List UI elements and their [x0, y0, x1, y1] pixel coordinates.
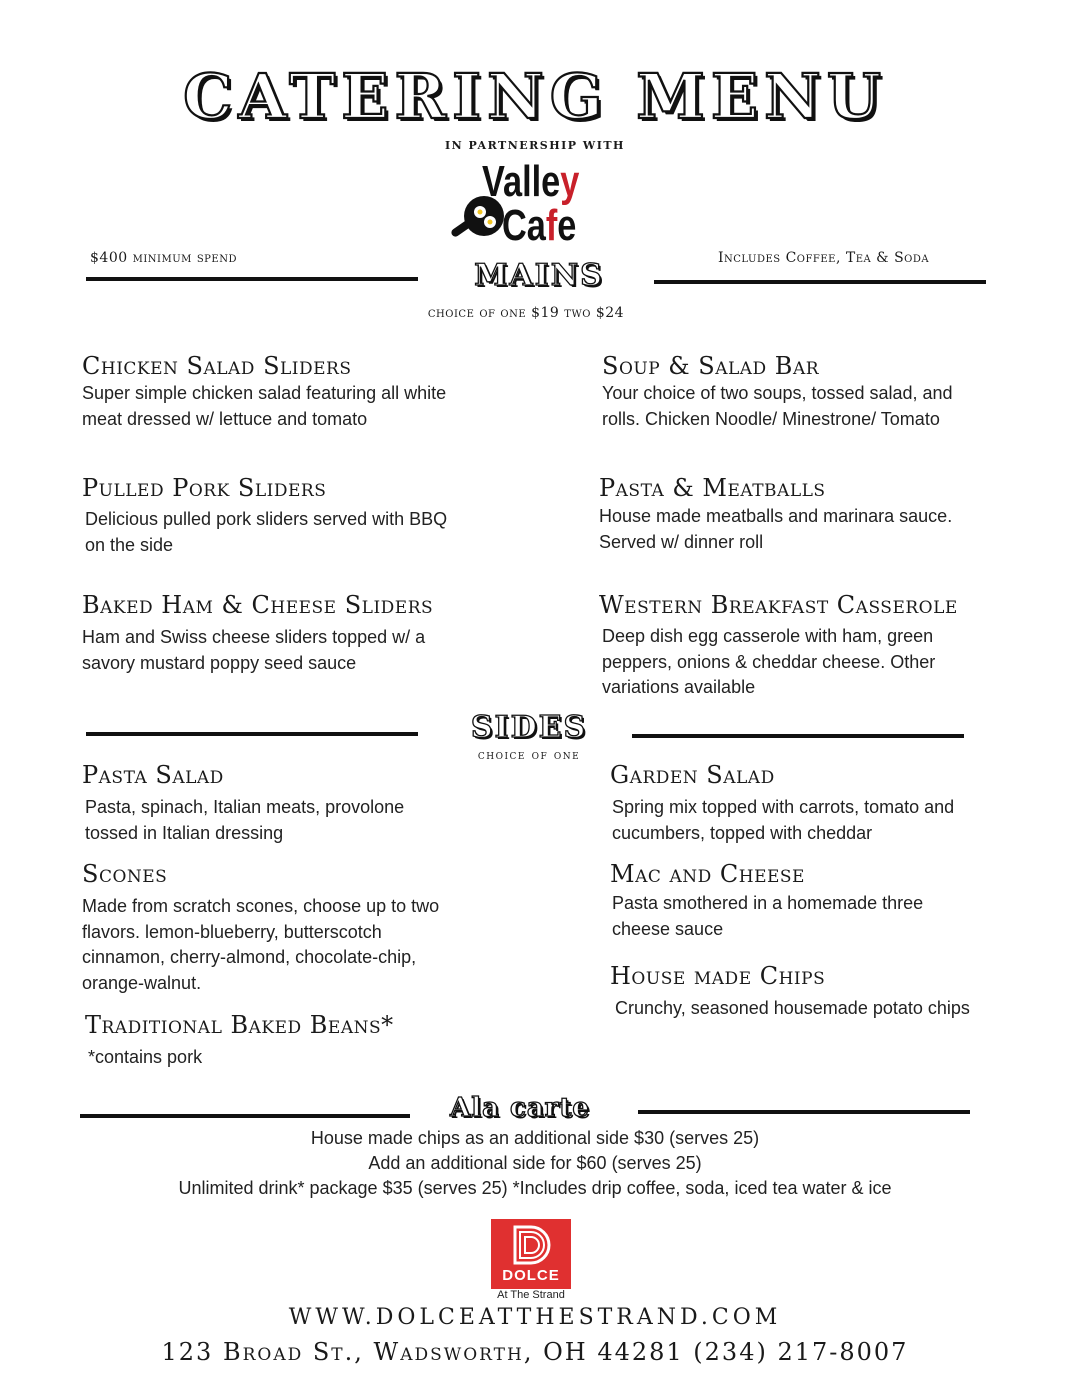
menu-item-desc: Crunchy, seasoned housemade potato chips	[615, 998, 970, 1018]
menu-item-title: Pasta Salad	[82, 761, 224, 789]
page-title: CATERING MENU	[183, 60, 887, 133]
divider-line	[638, 1110, 970, 1114]
dolce-tagline: At The Strand	[497, 1289, 565, 1301]
address-phone: 123 Broad St., Wadsworth, OH 44281 (234) 217-8007	[161, 1338, 909, 1366]
menu-item-desc: Pasta, spinach, Italian meats, provolone tossed in Italian dressing	[85, 797, 405, 843]
website-link[interactable]: WWW.DOLCEATTHESTRAND.COM	[288, 1305, 782, 1330]
mains-heading: MAINS	[474, 258, 604, 293]
divider-line	[632, 734, 964, 738]
menu-item-desc: Delicious pulled pork sliders served with BBQ on the side	[85, 509, 448, 555]
divider-line	[80, 1114, 410, 1118]
menu-item-desc: House made meatballs and marinara sauce. Served w/ dinner roll	[599, 506, 953, 552]
menu-item-desc: Your choice of two soups, tossed salad, and rolls. Chicken Noodle/ Minestrone/ Tomato	[602, 383, 953, 429]
menu-item-title: Traditional Baked Beans*	[85, 1011, 394, 1039]
menu-item-desc: Super simple chicken salad featuring all white meat dressed w/ lettuce and tomato	[82, 383, 447, 429]
menu-item-title: Mac and Cheese	[610, 860, 805, 888]
logo-word-valley: Valley	[482, 157, 580, 206]
alacarte-heading: Ala carte	[450, 1093, 590, 1123]
menu-item-desc: Ham and Swiss cheese sliders topped w/ a savory mustard poppy seed sauce	[82, 627, 426, 673]
menu-item-title: Scones	[82, 860, 168, 888]
sides-choice: choice of one	[477, 748, 581, 763]
logo-word-cafe: Cafe	[502, 201, 577, 250]
menu-item-title: Soup & Salad Bar	[602, 352, 820, 380]
menu-item-title: Garden Salad	[610, 761, 775, 789]
menu-item-desc: Made from scratch scones, choose up to two flavors. lemon-blueberry, butterscotch cinnamon, cherry-almond, chocolate-chip, orange-walnut.	[82, 896, 440, 993]
divider-line	[654, 280, 986, 284]
valley-cafe-logo	[450, 157, 610, 252]
sides-heading: SIDES	[470, 710, 588, 745]
minimum-spend: $400 minimum spend	[90, 250, 237, 266]
menu-item-desc: Deep dish egg casserole with ham, green peppers, onions & cheddar cheese. Other variations available	[602, 626, 936, 697]
alacarte-line: Unlimited drink* package $35 (serves 25) *Includes drip coffee, soda, iced tea water & ice	[178, 1178, 892, 1198]
menu-item-title: Pasta & Meatballs	[599, 474, 826, 502]
menu-item-title: House made Chips	[610, 962, 826, 990]
divider-line	[86, 277, 418, 281]
dolce-name: DOLCE	[502, 1267, 560, 1284]
menu-item-title: Chicken Salad Sliders	[82, 352, 352, 380]
alacarte-line: Add an additional side for $60 (serves 25)	[368, 1153, 702, 1173]
includes-drinks: Includes Coffee, Tea & Soda	[718, 250, 930, 266]
dolce-d-icon	[491, 1221, 571, 1271]
menu-item-desc: Pasta smothered in a homemade three cheese sauce	[612, 893, 924, 939]
menu-item-title: Baked Ham & Cheese Sliders	[82, 591, 434, 619]
partnership-label: IN PARTNERSHIP WITH	[445, 139, 625, 152]
divider-line	[86, 732, 418, 736]
menu-item-desc: *contains pork	[88, 1047, 203, 1067]
mains-pricing: choice of one $19 two $24	[427, 305, 625, 321]
menu-item-desc: Spring mix topped with carrots, tomato and cucumbers, topped with cheddar	[612, 797, 955, 843]
alacarte-line: House made chips as an additional side $30 (serves 25)	[310, 1128, 760, 1148]
menu-item-title: Pulled Pork Sliders	[82, 474, 327, 502]
dolce-logo	[491, 1219, 571, 1289]
menu-item-title: Western Breakfast Casserole	[599, 591, 958, 619]
